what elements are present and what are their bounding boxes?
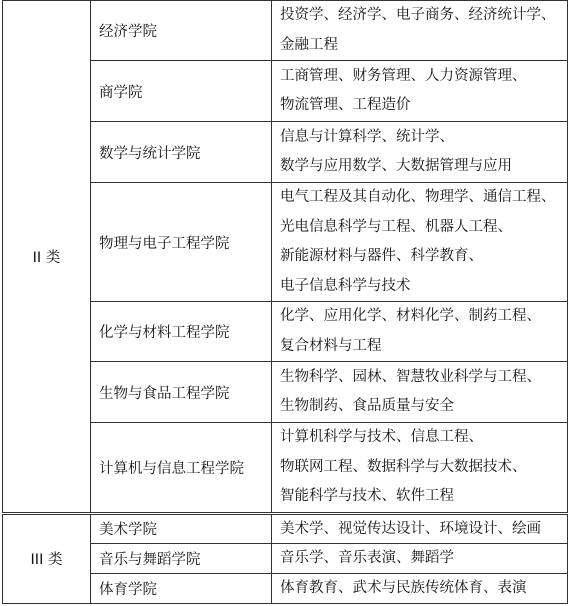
- college-cell: 美术学院: [91, 513, 272, 543]
- majors-line: 物联网工程、数据科学与大数据技术、: [280, 458, 527, 475]
- college-cell: 物理与电子工程学院: [91, 183, 272, 302]
- college-cell: 经济学院: [91, 1, 272, 61]
- majors-line: 智能科学与技术、软件工程: [280, 488, 454, 504]
- majors-cell: [272, 183, 568, 302]
- category-cell: II 类: [3, 1, 91, 514]
- college-cell: 化学与材料工程学院: [91, 302, 272, 362]
- majors-cell: [272, 1, 568, 61]
- majors-table: [2, 0, 568, 604]
- majors-line: 光电信息科学与工程、机器人工程、: [280, 218, 512, 235]
- majors-cell: [272, 573, 568, 603]
- majors-line: 电气工程及其自动化、物理学、通信工程、: [280, 189, 556, 205]
- majors-line: 计算机科学与技术、信息工程、: [280, 429, 483, 445]
- college-cell: 计算机与信息工程学院: [91, 423, 272, 514]
- majors-line: 电子信息科学与技术: [280, 277, 411, 294]
- majors-line: 金融工程: [280, 36, 338, 53]
- college-cell: 数学与统计学院: [91, 122, 272, 183]
- majors-line: 复合材料与工程: [280, 337, 382, 354]
- majors-line: 生物科学、园林、智慧牧业科学与工程、: [280, 368, 541, 385]
- majors-line: 生物制药、食品质量与安全: [280, 398, 454, 414]
- majors-line: 数学与应用数学、大数据管理与应用: [280, 158, 512, 174]
- category-cell: III 类: [3, 513, 91, 603]
- majors-cell: [272, 61, 568, 122]
- majors-cell: [272, 122, 568, 183]
- majors-cell: [272, 362, 568, 423]
- majors-line: 新能源材料与器件、科学教育、: [280, 248, 483, 264]
- college-cell: 商学院: [91, 61, 272, 122]
- majors-line: 体育教育、武术与民族传统体育、表演: [280, 580, 527, 596]
- majors-cell: [272, 543, 568, 573]
- majors-cell: [272, 302, 568, 362]
- majors-line: 音乐学、音乐表演、舞蹈学: [280, 550, 454, 566]
- majors-cell: [272, 423, 568, 514]
- college-cell: 生物与食品工程学院: [91, 362, 272, 423]
- majors-line: 化学、应用化学、材料化学、制药工程、: [280, 308, 541, 324]
- majors-line: 物流管理、工程造价: [280, 97, 411, 113]
- majors-line: 工商管理、财务管理、人力资源管理、: [280, 67, 527, 84]
- majors-line: 信息与计算科学、统计学、: [280, 128, 454, 145]
- majors-line: 投资学、经济学、电子商务、经济统计学、: [280, 7, 556, 23]
- college-cell: 音乐与舞蹈学院: [91, 543, 272, 573]
- college-cell: 体育学院: [91, 573, 272, 603]
- table-row: [3, 513, 568, 543]
- majors-line: 美术学、视觉传达设计、环境设计、绘画: [280, 520, 541, 537]
- majors-cell: [272, 513, 568, 543]
- table-row: [3, 1, 568, 61]
